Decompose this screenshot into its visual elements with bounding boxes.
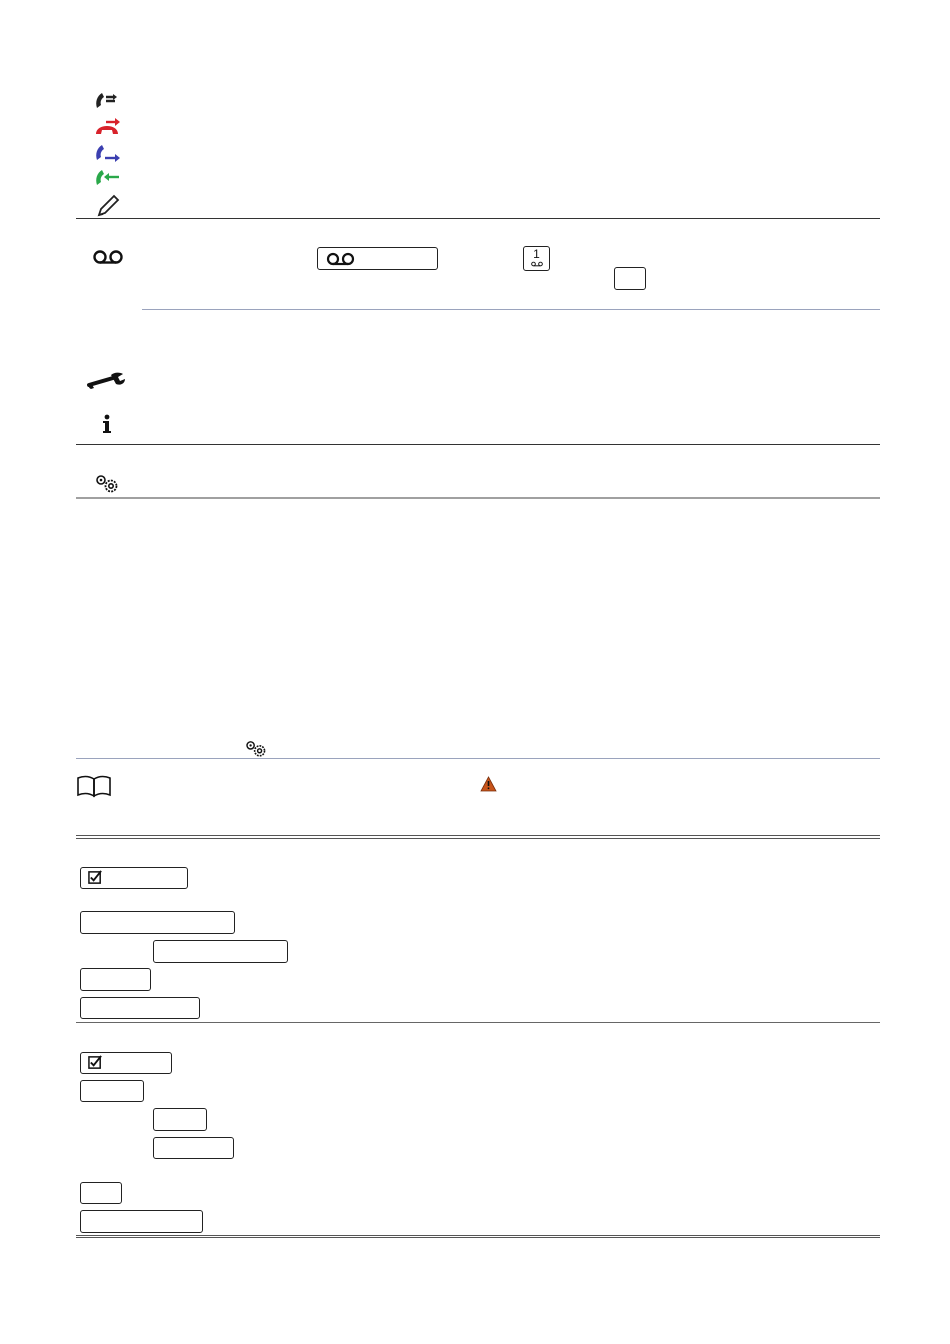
sub-divider [142, 309, 880, 310]
key-1-label: 1 [533, 247, 540, 261]
checkbox-key[interactable] [80, 1052, 172, 1074]
note-divider [76, 758, 880, 759]
section-divider-double [76, 835, 880, 839]
section-divider [76, 1022, 880, 1023]
gears-icon-inline [244, 740, 268, 758]
option-key[interactable] [80, 911, 235, 934]
wrench-icon [87, 371, 127, 391]
missed-call-icon [93, 114, 123, 138]
option-key[interactable] [80, 1080, 144, 1102]
warning-icon [480, 776, 497, 792]
book-icon [76, 774, 112, 798]
pencil-icon [95, 193, 125, 217]
option-key[interactable] [80, 1182, 122, 1204]
call-list-icon [93, 88, 123, 112]
incoming-call-icon [93, 165, 123, 189]
section-divider-double [76, 1235, 880, 1238]
key-1-voicemail[interactable] [523, 246, 550, 271]
checkbox-key[interactable] [80, 867, 188, 889]
blank-key[interactable] [614, 267, 646, 290]
option-key[interactable] [80, 997, 200, 1019]
option-key[interactable] [153, 1108, 207, 1131]
outgoing-call-icon [93, 140, 123, 164]
info-icon [100, 414, 114, 434]
voicemail-icon [92, 247, 124, 267]
gears-icon [94, 474, 120, 494]
section-divider [76, 218, 880, 219]
option-key[interactable] [80, 1210, 203, 1233]
option-key[interactable] [153, 940, 288, 963]
option-key[interactable] [80, 968, 151, 991]
section-divider-thick [76, 497, 880, 499]
section-divider [76, 444, 880, 445]
option-key[interactable] [153, 1137, 234, 1159]
voicemail-key[interactable] [317, 247, 438, 270]
